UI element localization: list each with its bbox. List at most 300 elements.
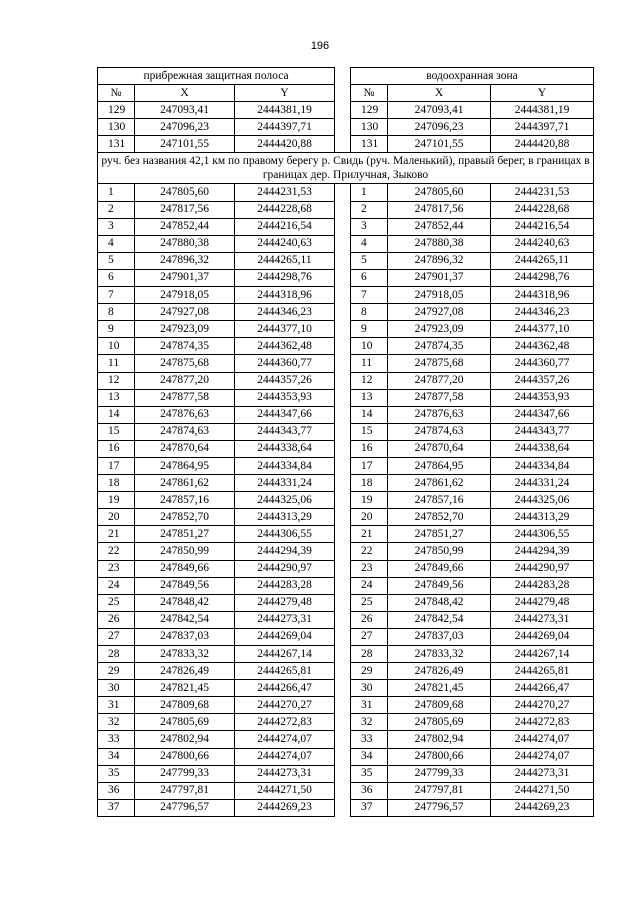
left-y-value: 2444271,50 <box>235 782 335 799</box>
right-y-value: 2444279,48 <box>491 594 594 611</box>
right-point-no: 27 <box>351 628 388 645</box>
table-row <box>98 475 594 492</box>
right-no-header: № <box>351 85 388 102</box>
table-row <box>98 406 594 423</box>
right-x-value: 247802,94 <box>388 731 491 748</box>
left-y-value: 2444273,31 <box>235 611 335 628</box>
right-y-value: 2444362,48 <box>491 338 594 355</box>
left-point-no: 129 <box>98 102 135 119</box>
right-x-value: 247101,55 <box>388 136 491 153</box>
right-y-value: 2444331,24 <box>491 475 594 492</box>
table-row <box>98 119 594 136</box>
left-x-value: 247833,32 <box>135 646 235 663</box>
left-x-value: 247093,41 <box>135 102 235 119</box>
left-point-no: 12 <box>98 372 135 389</box>
left-point-no: 10 <box>98 338 135 355</box>
left-y-value: 2444283,28 <box>235 577 335 594</box>
table-row <box>98 697 594 714</box>
right-point-no: 129 <box>351 102 388 119</box>
left-y-value: 2444346,23 <box>235 304 335 321</box>
left-x-value: 247800,66 <box>135 748 235 765</box>
right-y-value: 2444273,31 <box>491 765 594 782</box>
right-point-no: 7 <box>351 287 388 304</box>
right-y-value: 2444265,11 <box>491 252 594 269</box>
left-point-no: 32 <box>98 714 135 731</box>
column-gap <box>335 136 351 153</box>
left-y-value: 2444347,66 <box>235 406 335 423</box>
right-x-header: X <box>388 85 491 102</box>
right-y-value: 2444294,39 <box>491 543 594 560</box>
right-x-value: 247896,32 <box>388 252 491 269</box>
left-y-value: 2444290,97 <box>235 560 335 577</box>
left-y-value: 2444272,83 <box>235 714 335 731</box>
right-x-value: 247901,37 <box>388 269 491 286</box>
left-y-value: 2444294,39 <box>235 543 335 560</box>
table-row <box>98 423 594 440</box>
left-x-value: 247799,33 <box>135 765 235 782</box>
left-x-value: 247896,32 <box>135 252 235 269</box>
right-x-value: 247849,56 <box>388 577 491 594</box>
column-gap <box>335 355 351 372</box>
column-gap <box>335 304 351 321</box>
column-gap <box>335 440 351 457</box>
table-row <box>98 509 594 526</box>
right-point-no: 12 <box>351 372 388 389</box>
left-y-value: 2444279,48 <box>235 594 335 611</box>
column-gap <box>335 235 351 252</box>
right-point-no: 10 <box>351 338 388 355</box>
right-x-value: 247875,68 <box>388 355 491 372</box>
table-row <box>98 543 594 560</box>
table-row <box>98 680 594 697</box>
column-gap <box>335 492 351 509</box>
column-gap <box>335 680 351 697</box>
left-x-value: 247851,27 <box>135 526 235 543</box>
left-y-value: 2444331,24 <box>235 475 335 492</box>
right-y-value: 2444420,88 <box>491 136 594 153</box>
left-point-no: 25 <box>98 594 135 611</box>
table-row <box>98 457 594 474</box>
left-y-value: 2444357,26 <box>235 372 335 389</box>
right-x-value: 247852,70 <box>388 509 491 526</box>
right-x-value: 247927,08 <box>388 304 491 321</box>
right-y-value: 2444274,07 <box>491 748 594 765</box>
table-row <box>98 594 594 611</box>
right-point-no: 23 <box>351 560 388 577</box>
right-y-value: 2444231,53 <box>491 184 594 201</box>
table-row <box>98 321 594 338</box>
right-y-value: 2444306,55 <box>491 526 594 543</box>
table-row <box>98 577 594 594</box>
right-point-no: 17 <box>351 457 388 474</box>
right-x-value: 247833,32 <box>388 646 491 663</box>
left-x-value: 247797,81 <box>135 782 235 799</box>
right-x-value: 247849,66 <box>388 560 491 577</box>
right-y-value: 2444267,14 <box>491 646 594 663</box>
right-y-value: 2444357,26 <box>491 372 594 389</box>
right-point-no: 22 <box>351 543 388 560</box>
left-x-value: 247923,09 <box>135 321 235 338</box>
right-x-value: 247093,41 <box>388 102 491 119</box>
left-y-value: 2444377,10 <box>235 321 335 338</box>
right-x-value: 247877,58 <box>388 389 491 406</box>
left-point-no: 8 <box>98 304 135 321</box>
column-gap <box>335 628 351 645</box>
left-y-value: 2444231,53 <box>235 184 335 201</box>
right-y-value: 2444269,04 <box>491 628 594 645</box>
right-y-value: 2444347,66 <box>491 406 594 423</box>
right-y-value: 2444216,54 <box>491 218 594 235</box>
table-row <box>98 201 594 218</box>
left-y-value: 2444362,48 <box>235 338 335 355</box>
left-x-value: 247809,68 <box>135 697 235 714</box>
right-x-value: 247874,35 <box>388 338 491 355</box>
table-row <box>98 765 594 782</box>
left-x-value: 247805,60 <box>135 184 235 201</box>
left-y-value: 2444318,96 <box>235 287 335 304</box>
right-point-no: 33 <box>351 731 388 748</box>
left-point-no: 23 <box>98 560 135 577</box>
table-row <box>98 748 594 765</box>
left-zone-header: прибрежная защитная полоса <box>98 68 335 85</box>
right-x-value: 247852,44 <box>388 218 491 235</box>
table-row <box>98 492 594 509</box>
table-row <box>98 611 594 628</box>
left-y-value: 2444381,19 <box>235 102 335 119</box>
column-gap <box>335 765 351 782</box>
table-row <box>98 646 594 663</box>
right-zone-header: водоохранная зона <box>351 68 594 85</box>
left-point-no: 37 <box>98 799 135 816</box>
left-y-value: 2444397,71 <box>235 119 335 136</box>
right-point-no: 131 <box>351 136 388 153</box>
column-gap <box>335 406 351 423</box>
table-row <box>98 355 594 372</box>
right-point-no: 13 <box>351 389 388 406</box>
left-point-no: 29 <box>98 663 135 680</box>
left-point-no: 6 <box>98 269 135 286</box>
table-row <box>98 304 594 321</box>
right-y-value: 2444325,06 <box>491 492 594 509</box>
left-x-value: 247849,56 <box>135 577 235 594</box>
right-x-value: 247797,81 <box>388 782 491 799</box>
right-x-value: 247923,09 <box>388 321 491 338</box>
left-y-value: 2444269,23 <box>235 799 335 816</box>
right-y-value: 2444338,64 <box>491 440 594 457</box>
right-point-no: 32 <box>351 714 388 731</box>
column-gap <box>335 577 351 594</box>
right-y-value: 2444270,27 <box>491 697 594 714</box>
left-no-header: № <box>98 85 135 102</box>
table-row <box>98 440 594 457</box>
column-gap <box>335 560 351 577</box>
right-y-value: 2444353,93 <box>491 389 594 406</box>
column-gap <box>335 68 351 85</box>
right-x-value: 247880,38 <box>388 235 491 252</box>
right-point-no: 30 <box>351 680 388 697</box>
table-row <box>98 731 594 748</box>
right-point-no: 35 <box>351 765 388 782</box>
left-point-no: 4 <box>98 235 135 252</box>
column-gap <box>335 252 351 269</box>
left-y-value: 2444325,06 <box>235 492 335 509</box>
table-row <box>98 184 594 201</box>
right-x-value: 247826,49 <box>388 663 491 680</box>
left-x-value: 247849,66 <box>135 560 235 577</box>
column-gap <box>335 543 351 560</box>
right-x-value: 247096,23 <box>388 119 491 136</box>
column-gap <box>335 218 351 235</box>
table-row <box>98 389 594 406</box>
table-row <box>98 782 594 799</box>
left-y-value: 2444334,84 <box>235 457 335 474</box>
left-y-value: 2444216,54 <box>235 218 335 235</box>
table-row <box>98 235 594 252</box>
right-y-value: 2444266,47 <box>491 680 594 697</box>
left-x-value: 247821,45 <box>135 680 235 697</box>
right-y-value: 2444318,96 <box>491 287 594 304</box>
right-x-value: 247918,05 <box>388 287 491 304</box>
right-point-no: 26 <box>351 611 388 628</box>
right-y-value: 2444343,77 <box>491 423 594 440</box>
right-x-value: 247821,45 <box>388 680 491 697</box>
table-row <box>98 252 594 269</box>
right-x-value: 247870,64 <box>388 440 491 457</box>
column-gap <box>335 526 351 543</box>
right-point-no: 2 <box>351 201 388 218</box>
right-point-no: 16 <box>351 440 388 457</box>
left-x-value: 247850,99 <box>135 543 235 560</box>
right-point-no: 8 <box>351 304 388 321</box>
right-x-value: 247850,99 <box>388 543 491 560</box>
right-point-no: 1 <box>351 184 388 201</box>
right-point-no: 25 <box>351 594 388 611</box>
right-y-value: 2444334,84 <box>491 457 594 474</box>
left-x-value: 247857,16 <box>135 492 235 509</box>
left-point-no: 35 <box>98 765 135 782</box>
left-point-no: 11 <box>98 355 135 372</box>
right-y-value: 2444273,31 <box>491 611 594 628</box>
right-x-value: 247842,54 <box>388 611 491 628</box>
column-gap <box>335 748 351 765</box>
left-y-value: 2444313,29 <box>235 509 335 526</box>
right-y-value: 2444360,77 <box>491 355 594 372</box>
right-point-no: 28 <box>351 646 388 663</box>
left-y-value: 2444343,77 <box>235 423 335 440</box>
right-y-header: Y <box>491 85 594 102</box>
table-row <box>98 338 594 355</box>
column-header-row <box>98 85 594 102</box>
left-x-value: 247848,42 <box>135 594 235 611</box>
table-row <box>98 526 594 543</box>
left-x-value: 247826,49 <box>135 663 235 680</box>
column-gap <box>335 85 351 102</box>
left-point-no: 131 <box>98 136 135 153</box>
column-gap <box>335 799 351 816</box>
table-row <box>98 287 594 304</box>
left-y-value: 2444274,07 <box>235 748 335 765</box>
left-y-value: 2444270,27 <box>235 697 335 714</box>
left-x-value: 247874,35 <box>135 338 235 355</box>
left-x-value: 247796,57 <box>135 799 235 816</box>
table-row <box>98 218 594 235</box>
left-x-value: 247837,03 <box>135 628 235 645</box>
page-number: 196 <box>310 40 330 52</box>
section-title-row <box>98 153 594 184</box>
left-x-value: 247852,70 <box>135 509 235 526</box>
table-row <box>98 663 594 680</box>
left-x-value: 247101,55 <box>135 136 235 153</box>
column-gap <box>335 287 351 304</box>
section-title: руч. без названия 42,1 км по правому берегу р. Свидь (руч. Маленький), правый берег, в границах в границах дер. Прилучная, Зыково <box>98 153 594 184</box>
right-point-no: 24 <box>351 577 388 594</box>
right-y-value: 2444240,63 <box>491 235 594 252</box>
column-gap <box>335 201 351 218</box>
left-x-value: 247842,54 <box>135 611 235 628</box>
left-point-no: 7 <box>98 287 135 304</box>
left-x-value: 247876,63 <box>135 406 235 423</box>
right-point-no: 21 <box>351 526 388 543</box>
column-gap <box>335 663 351 680</box>
right-x-value: 247809,68 <box>388 697 491 714</box>
right-y-value: 2444313,29 <box>491 509 594 526</box>
right-point-no: 34 <box>351 748 388 765</box>
right-y-value: 2444272,83 <box>491 714 594 731</box>
column-gap <box>335 338 351 355</box>
column-gap <box>335 731 351 748</box>
right-x-value: 247805,69 <box>388 714 491 731</box>
left-point-no: 31 <box>98 697 135 714</box>
left-y-value: 2444228,68 <box>235 201 335 218</box>
right-point-no: 14 <box>351 406 388 423</box>
right-x-value: 247817,56 <box>388 201 491 218</box>
right-x-value: 247861,62 <box>388 475 491 492</box>
left-point-no: 14 <box>98 406 135 423</box>
left-x-value: 247852,44 <box>135 218 235 235</box>
left-y-value: 2444266,47 <box>235 680 335 697</box>
column-gap <box>335 475 351 492</box>
column-gap <box>335 509 351 526</box>
right-x-value: 247877,20 <box>388 372 491 389</box>
left-point-no: 24 <box>98 577 135 594</box>
column-gap <box>335 697 351 714</box>
left-x-value: 247877,58 <box>135 389 235 406</box>
right-y-value: 2444397,71 <box>491 119 594 136</box>
right-x-value: 247857,16 <box>388 492 491 509</box>
column-gap <box>335 321 351 338</box>
right-y-value: 2444271,50 <box>491 782 594 799</box>
left-point-no: 16 <box>98 440 135 457</box>
table-row <box>98 714 594 731</box>
right-x-value: 247876,63 <box>388 406 491 423</box>
left-point-no: 30 <box>98 680 135 697</box>
right-point-no: 20 <box>351 509 388 526</box>
column-gap <box>335 457 351 474</box>
column-gap <box>335 119 351 136</box>
left-x-header: X <box>135 85 235 102</box>
right-y-value: 2444274,07 <box>491 731 594 748</box>
column-gap <box>335 594 351 611</box>
left-y-value: 2444353,93 <box>235 389 335 406</box>
left-point-no: 5 <box>98 252 135 269</box>
left-y-value: 2444298,76 <box>235 269 335 286</box>
right-x-value: 247805,60 <box>388 184 491 201</box>
table-row <box>98 102 594 119</box>
left-point-no: 18 <box>98 475 135 492</box>
table-row <box>98 372 594 389</box>
left-x-value: 247918,05 <box>135 287 235 304</box>
left-point-no: 26 <box>98 611 135 628</box>
coordinates-table <box>97 67 594 817</box>
right-y-value: 2444298,76 <box>491 269 594 286</box>
column-gap <box>335 389 351 406</box>
left-x-value: 247861,62 <box>135 475 235 492</box>
left-point-no: 21 <box>98 526 135 543</box>
table-row <box>98 560 594 577</box>
left-x-value: 247877,20 <box>135 372 235 389</box>
right-point-no: 19 <box>351 492 388 509</box>
column-gap <box>335 184 351 201</box>
left-y-value: 2444265,81 <box>235 663 335 680</box>
right-x-value: 247837,03 <box>388 628 491 645</box>
left-x-value: 247880,38 <box>135 235 235 252</box>
right-point-no: 37 <box>351 799 388 816</box>
left-x-value: 247817,56 <box>135 201 235 218</box>
left-point-no: 28 <box>98 646 135 663</box>
left-y-header: Y <box>235 85 335 102</box>
left-x-value: 247874,63 <box>135 423 235 440</box>
left-point-no: 15 <box>98 423 135 440</box>
right-y-value: 2444381,19 <box>491 102 594 119</box>
right-point-no: 11 <box>351 355 388 372</box>
right-point-no: 5 <box>351 252 388 269</box>
left-point-no: 36 <box>98 782 135 799</box>
right-point-no: 6 <box>351 269 388 286</box>
left-y-value: 2444274,07 <box>235 731 335 748</box>
left-y-value: 2444306,55 <box>235 526 335 543</box>
right-y-value: 2444228,68 <box>491 201 594 218</box>
column-gap <box>335 646 351 663</box>
left-x-value: 247864,95 <box>135 457 235 474</box>
right-point-no: 31 <box>351 697 388 714</box>
left-y-value: 2444360,77 <box>235 355 335 372</box>
column-gap <box>335 714 351 731</box>
right-x-value: 247851,27 <box>388 526 491 543</box>
left-point-no: 33 <box>98 731 135 748</box>
left-y-value: 2444338,64 <box>235 440 335 457</box>
right-x-value: 247796,57 <box>388 799 491 816</box>
table-row <box>98 628 594 645</box>
left-y-value: 2444420,88 <box>235 136 335 153</box>
left-x-value: 247875,68 <box>135 355 235 372</box>
left-point-no: 20 <box>98 509 135 526</box>
left-y-value: 2444265,11 <box>235 252 335 269</box>
left-point-no: 19 <box>98 492 135 509</box>
right-point-no: 130 <box>351 119 388 136</box>
right-y-value: 2444283,28 <box>491 577 594 594</box>
left-point-no: 3 <box>98 218 135 235</box>
column-gap <box>335 102 351 119</box>
right-point-no: 36 <box>351 782 388 799</box>
left-point-no: 130 <box>98 119 135 136</box>
table-row <box>98 136 594 153</box>
column-gap <box>335 611 351 628</box>
left-y-value: 2444240,63 <box>235 235 335 252</box>
left-x-value: 247802,94 <box>135 731 235 748</box>
left-point-no: 34 <box>98 748 135 765</box>
column-gap <box>335 423 351 440</box>
column-gap <box>335 782 351 799</box>
